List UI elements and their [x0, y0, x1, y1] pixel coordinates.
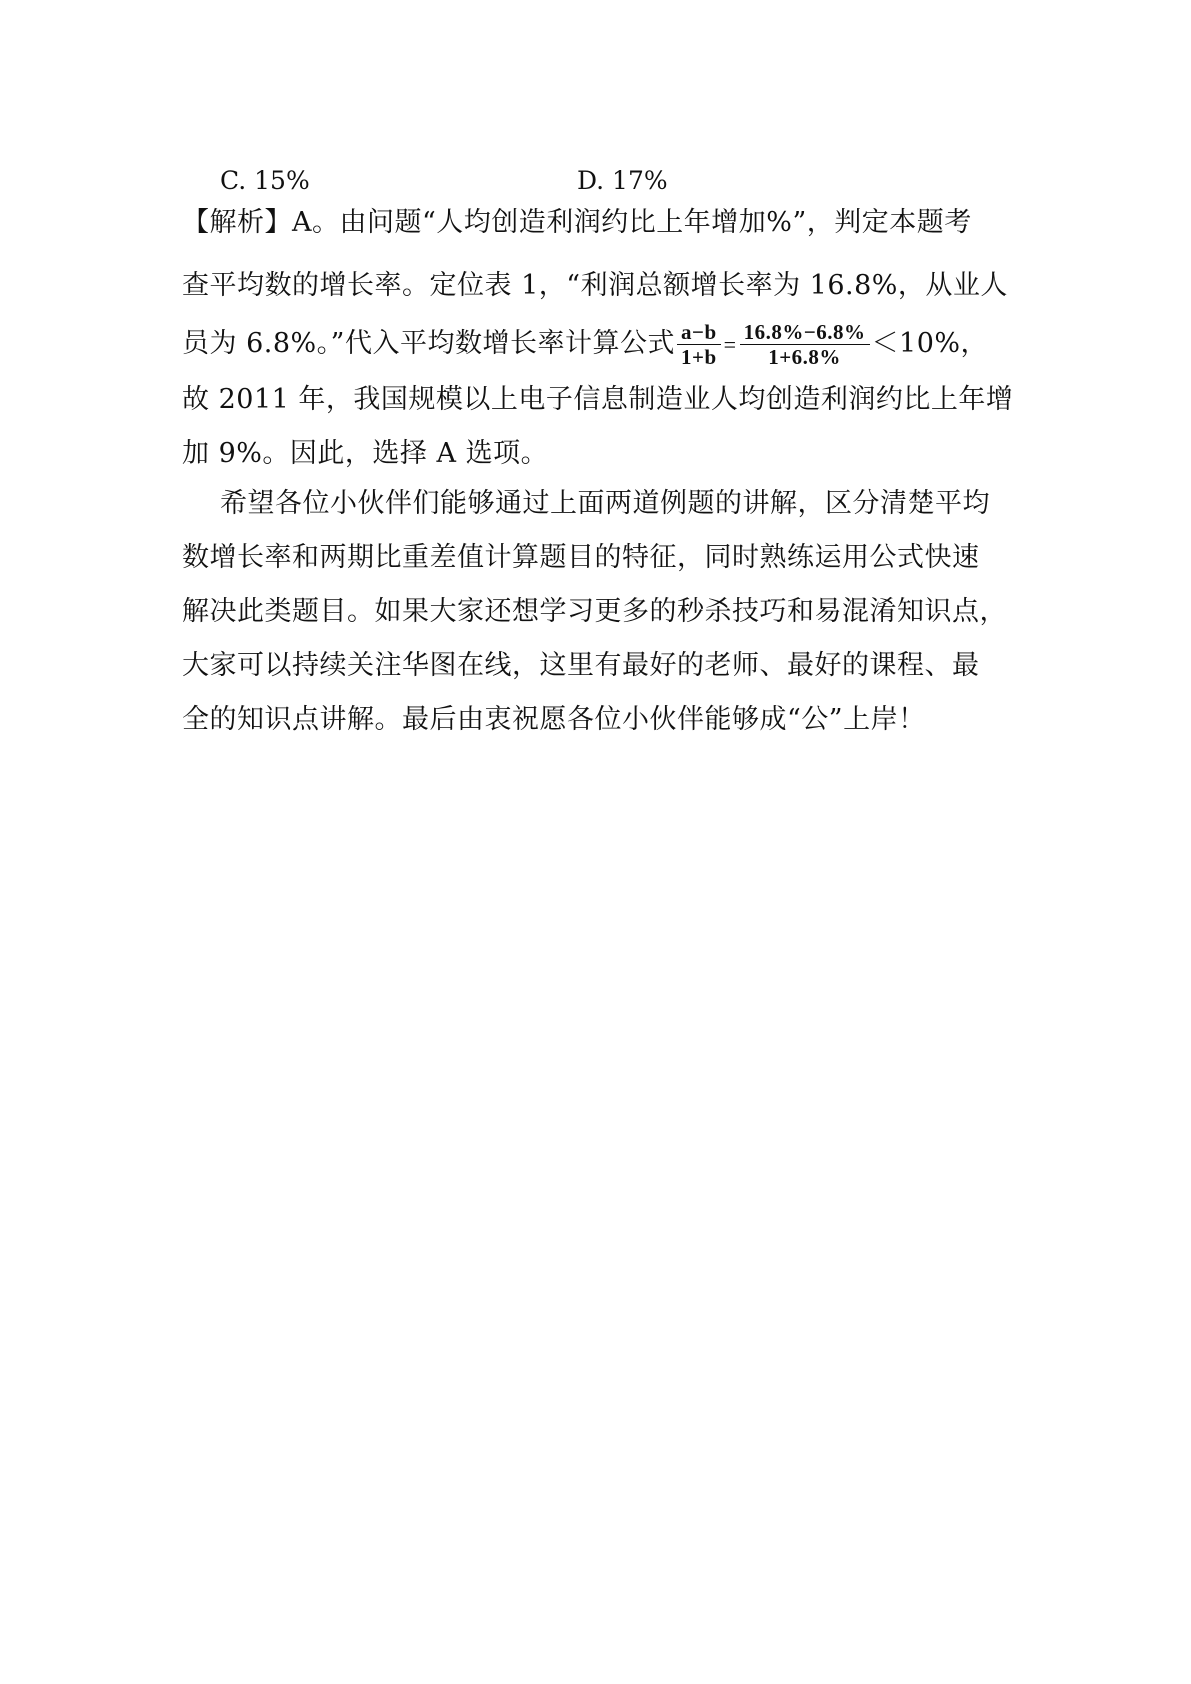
analysis-line-3	[182, 318, 1012, 371]
analysis-line-3-prefix: 员为 6.8%。”代入平均数增长率计算公式	[182, 328, 675, 359]
closing-line-4: 大家可以持续关注华图在线，这里有最好的老师、最好的课程、最	[182, 650, 980, 681]
formula-fraction-values	[740, 320, 870, 369]
formula-equals: =	[723, 331, 737, 357]
option-c: C. 15%	[220, 166, 310, 195]
closing-line-1: 希望各位小伙伴们能够通过上面两道例题的讲解，区分清楚平均	[220, 488, 990, 519]
formula-denominator-values: 1+6.8%	[768, 345, 841, 369]
analysis-line-2: 查平均数的增长率。定位表 1，“利润总额增长率为 16.8%，从业人	[182, 270, 1008, 301]
analysis-line-5: 加 9%。因此，选择 A 选项。	[182, 438, 549, 469]
analysis-line-1: 【解析】A。由问题“人均创造利润约比上年增加%”，判定本题考	[182, 207, 972, 238]
formula-denominator-general: 1+b	[680, 345, 717, 369]
formula-numerator-general: a−b	[677, 320, 721, 345]
closing-line-2: 数增长率和两期比重差值计算题目的特征，同时熟练运用公式快速	[182, 542, 980, 573]
option-d: D. 17%	[577, 166, 668, 195]
analysis-line-3-suffix: ＜10%，	[871, 328, 989, 359]
formula-numerator-values: 16.8%−6.8%	[740, 320, 870, 345]
analysis-line-4: 故 2011 年，我国规模以上电子信息制造业人均创造利润约比上年增	[182, 384, 1014, 415]
closing-line-5: 全的知识点讲解。最后由衷祝愿各位小伙伴能够成“公”上岸！	[182, 704, 926, 735]
formula-fraction-general	[677, 320, 721, 369]
closing-line-3: 解决此类题目。如果大家还想学习更多的秒杀技巧和易混淆知识点，	[182, 596, 1007, 627]
